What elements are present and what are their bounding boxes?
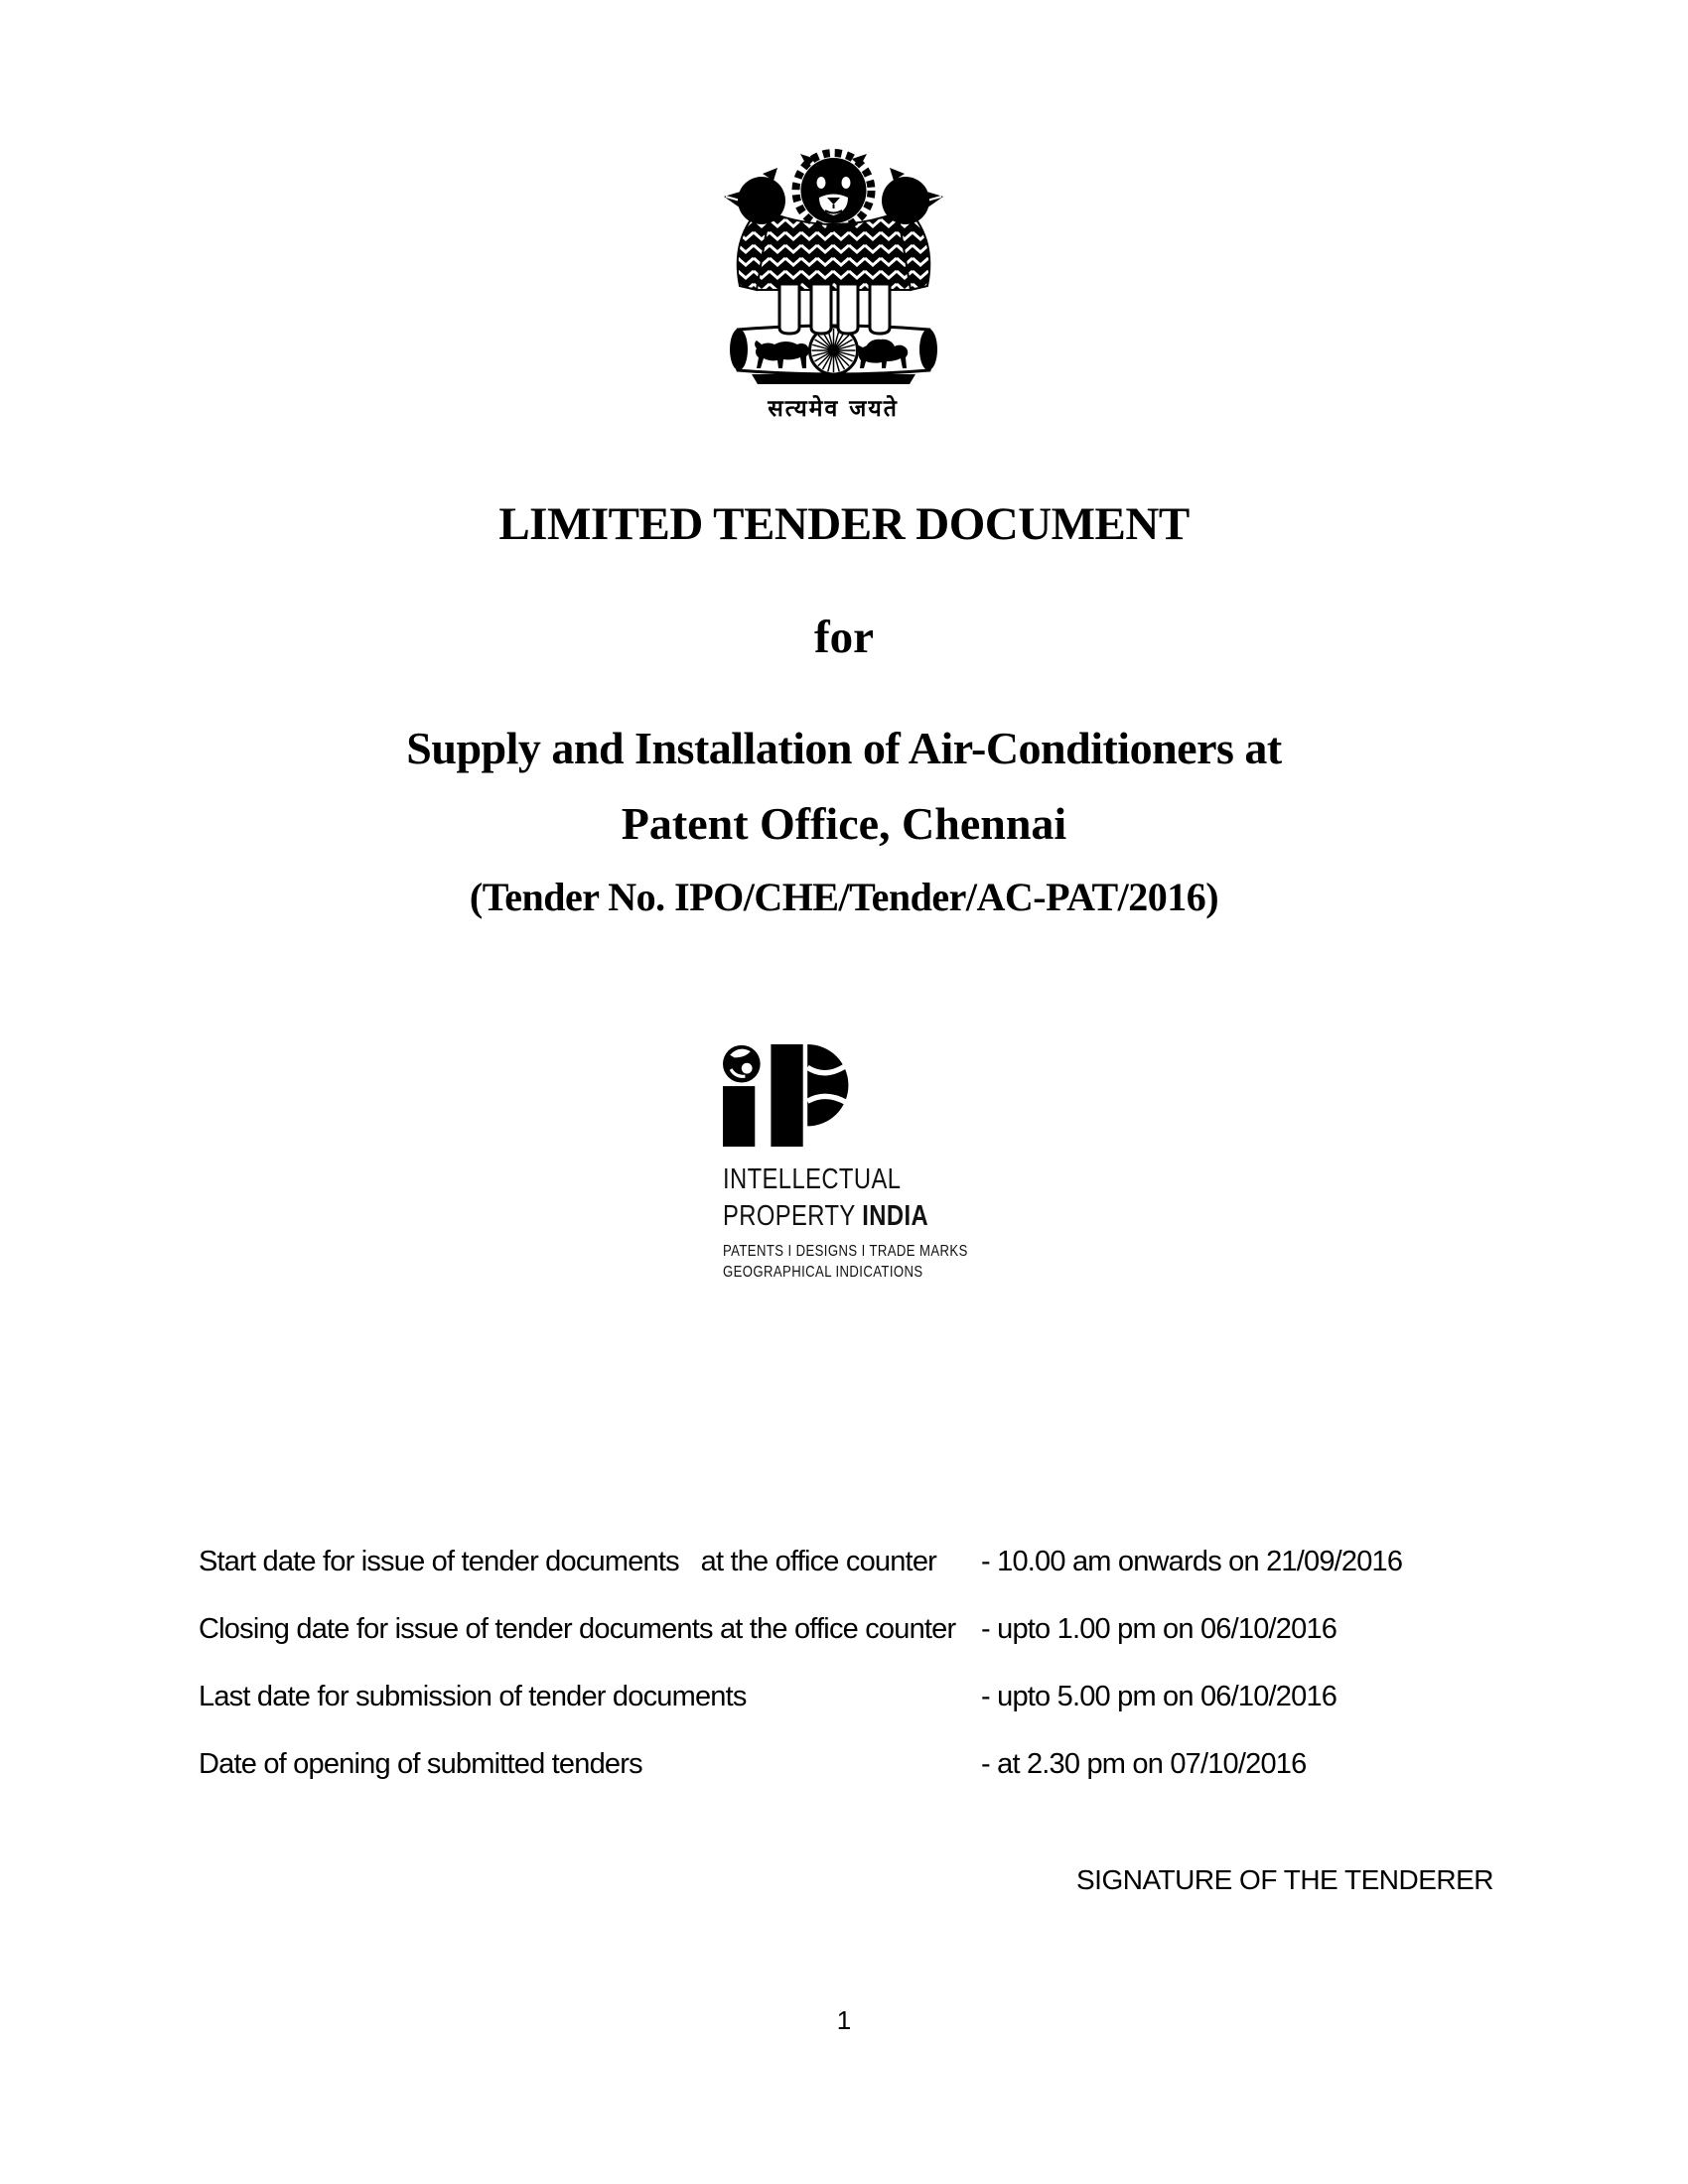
subject-line-2: Patent Office, Chennai: [621, 798, 1067, 849]
logo-line-property-india: [723, 1198, 992, 1235]
tender-number: (Tender No. IPO/CHE/Tender/AC-PAT/2016): [469, 875, 1219, 919]
date-label: Last date for submission of tender documents: [199, 1681, 747, 1712]
logo-line-intellectual: INTELLECTUAL: [723, 1163, 902, 1195]
date-row-closing: [199, 1613, 1569, 1645]
date-row-opening: [199, 1748, 1569, 1780]
logo-line-patents-designs-trademarks: PATENTS I DESIGNS I TRADE MARKS: [723, 1243, 968, 1260]
date-label: Date of opening of submitted tenders: [199, 1748, 642, 1780]
signature-of-tenderer-line: SIGNATURE OF THE TENDERER: [1076, 1864, 1493, 1895]
date-value: - at 2.30 pm on 07/10/2016: [981, 1748, 1307, 1780]
satyameva-jayate-motto: सत्यमेव जयते: [768, 396, 899, 422]
page-number: 1: [836, 2005, 852, 2035]
date-label: Start date for issue of tender documents at the office counter: [199, 1546, 937, 1577]
date-row-start: [199, 1546, 1569, 1577]
logo-line-geographical-indications: GEOGRAPHICAL INDICATIONS: [723, 1264, 923, 1281]
date-label: Closing date for issue of tender documents at the office counter: [199, 1613, 956, 1645]
date-value: - upto 5.00 pm on 06/10/2016: [981, 1681, 1337, 1712]
logo-property: PROPERTY: [723, 1200, 863, 1232]
national-emblem: [709, 139, 957, 423]
date-value: - upto 1.00 pm on 06/10/2016: [981, 1613, 1337, 1645]
logo-india: INDIA: [862, 1200, 929, 1232]
lion-capital-icon: [722, 139, 945, 387]
ip-india-logo: [723, 1038, 1051, 1283]
ip-monogram-icon: [723, 1038, 852, 1153]
ip-logo-text: [723, 1161, 992, 1283]
tender-date-schedule: [199, 1546, 1569, 1819]
document-title: LIMITED TENDER DOCUMENT: [498, 498, 1190, 550]
date-value: - 10.00 am onwards on 21/09/2016: [981, 1546, 1403, 1577]
subject-line-1: Supply and Installation of Air-Conditioners at: [406, 723, 1282, 773]
title-connector: for: [813, 612, 874, 663]
date-row-last-submission: [199, 1681, 1569, 1712]
